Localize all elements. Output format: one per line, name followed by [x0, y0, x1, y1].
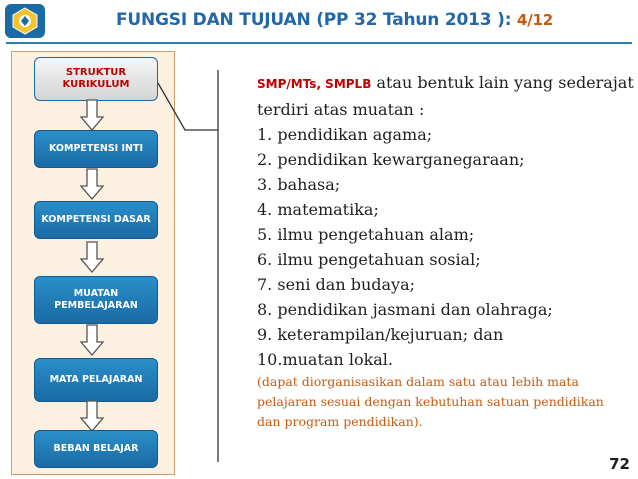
organization-note: (dapat diorganisasikan dalam satu atau lebih mata pelajaran sesuai dengan kebutuhan satuan pendidikan dan program pendidikan).	[257, 374, 604, 429]
list-item: 8. pendidikan jasmani dan olahraga;	[257, 300, 553, 319]
list-item: 9. keterampilan/kejuruan; dan	[257, 325, 504, 344]
flow-box-beban-belajar[interactable]: BEBAN BELAJAR	[34, 430, 158, 468]
school-level-label: SMP/MTs, SMPLB	[257, 77, 372, 91]
content-list	[257, 122, 637, 372]
flow-box-kompetensi-dasar[interactable]: KOMPETENSI DASAR	[34, 201, 158, 239]
list-item: 3. bahasa;	[257, 175, 341, 194]
list-item: 2. pendidikan kewarganegaraan;	[257, 150, 525, 169]
lead-paragraph	[257, 70, 637, 122]
flow-box-muatan-pembelajaran[interactable]: MUATAN PEMBELAJARAN	[34, 276, 158, 324]
flow-box-mata-pelajaran[interactable]: MATA PELAJARAN	[34, 358, 158, 402]
lead-text: atau bentuk lain yang sederajat terdiri atas muatan :	[257, 73, 634, 119]
slide-fraction: 4/12	[517, 11, 554, 29]
list-item: 4. matematika;	[257, 200, 379, 219]
list-item: 10.muatan lokal.	[257, 350, 394, 369]
flow-box-kompetensi-inti[interactable]: KOMPETENSI INTI	[34, 130, 158, 168]
page-title-text: FUNGSI DAN TUJUAN (PP 32 Tahun 2013 ):	[116, 10, 512, 30]
list-item: 1. pendidikan agama;	[257, 125, 433, 144]
content-block	[257, 70, 637, 372]
page-number: 72	[609, 455, 630, 473]
flow-box-struktur-kurikulum[interactable]: STRUKTUR KURIKULUM	[34, 57, 158, 101]
list-item: 5. ilmu pengetahuan alam;	[257, 225, 475, 244]
list-item: 6. ilmu pengetahuan sosial;	[257, 250, 481, 269]
list-item: 7. seni dan budaya;	[257, 275, 416, 294]
